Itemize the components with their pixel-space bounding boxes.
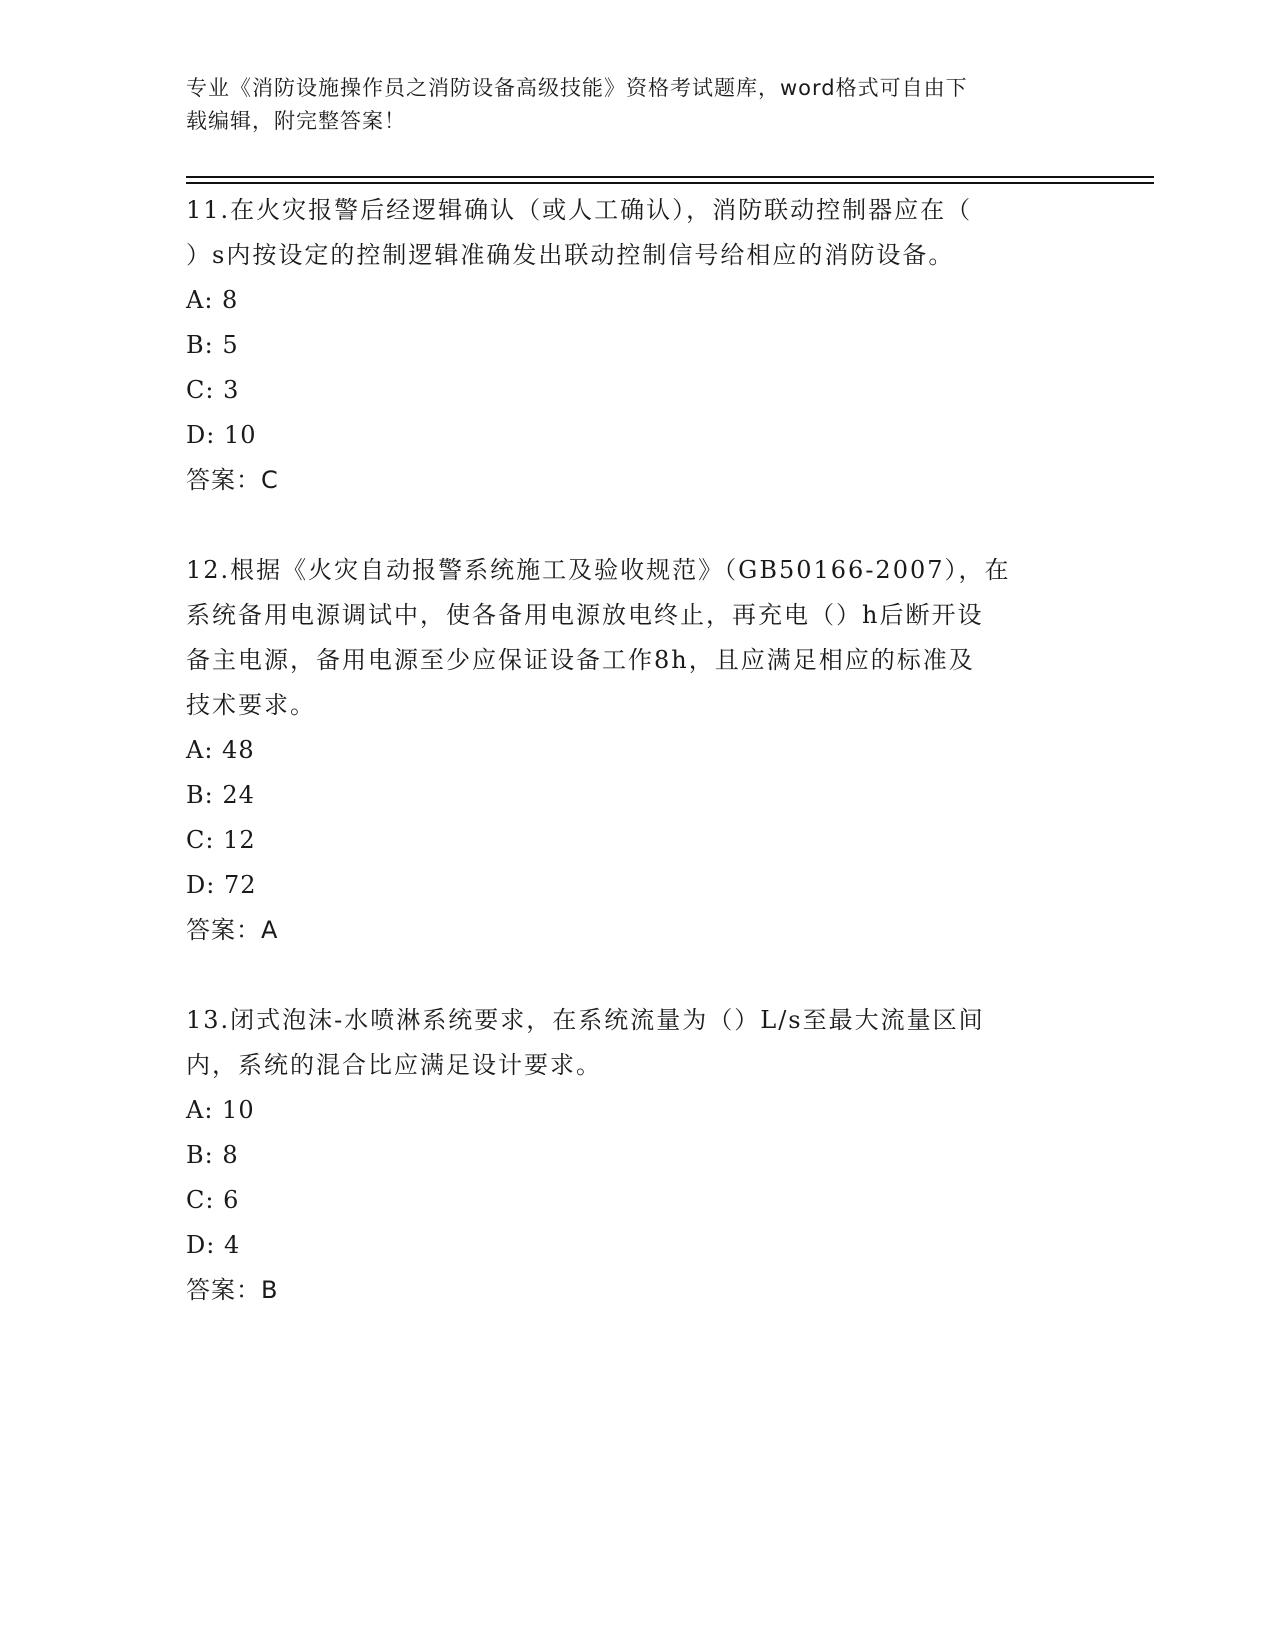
question-stem-line: 13.闭式泡沫-水喷淋系统要求，在系统流量为（）L/s至最大流量区间: [186, 1006, 985, 1034]
option-c: C: 3: [186, 376, 240, 404]
question-stem-line: 11.在火灾报警后经逻辑确认（或人工确认），消防联动控制器应在（: [186, 196, 973, 224]
option-c: C: 12: [186, 826, 256, 854]
answer-line: 答案：B: [186, 1276, 279, 1304]
option-b: B: 8: [186, 1141, 239, 1169]
question-stem-line: 系统备用电源调试中，使各备用电源放电终止，再充电（）h后断开设: [186, 601, 984, 629]
question-13: [186, 998, 1086, 1313]
option-a: A: 8: [186, 286, 239, 314]
question-stem-line: 12.根据《火灾自动报警系统施工及验收规范》（GB50166-2007），在: [186, 556, 1011, 584]
question-11: [186, 188, 1086, 503]
option-a: A: 10: [186, 1096, 255, 1124]
question-stem-line: 技术要求。: [186, 691, 316, 719]
header-divider-bottom: [186, 182, 1154, 184]
option-d: D: 10: [186, 421, 257, 449]
option-d: D: 4: [186, 1231, 241, 1259]
question-stem-line: 备主电源，备用电源至少应保证设备工作8h，且应满足相应的标准及: [186, 646, 975, 674]
option-b: B: 5: [186, 331, 239, 359]
question-list: [186, 188, 1086, 1358]
answer-line: 答案：A: [186, 916, 279, 944]
question-12: [186, 548, 1086, 953]
option-b: B: 24: [186, 781, 255, 809]
option-d: D: 72: [186, 871, 257, 899]
document-header: [186, 72, 1086, 138]
question-stem-line: ）s内按设定的控制逻辑准确发出联动控制信号给相应的消防设备。: [186, 241, 955, 269]
answer-line: 答案：C: [186, 466, 279, 494]
option-a: A: 48: [186, 736, 255, 764]
option-c: C: 6: [186, 1186, 240, 1214]
header-line-2: 载编辑，附完整答案！: [186, 109, 406, 133]
question-stem-line: 内，系统的混合比应满足设计要求。: [186, 1051, 602, 1079]
header-line-1: 专业《消防设施操作员之消防设备高级技能》资格考试题库，word格式可自由下: [186, 76, 968, 100]
header-divider-top: [186, 176, 1154, 178]
